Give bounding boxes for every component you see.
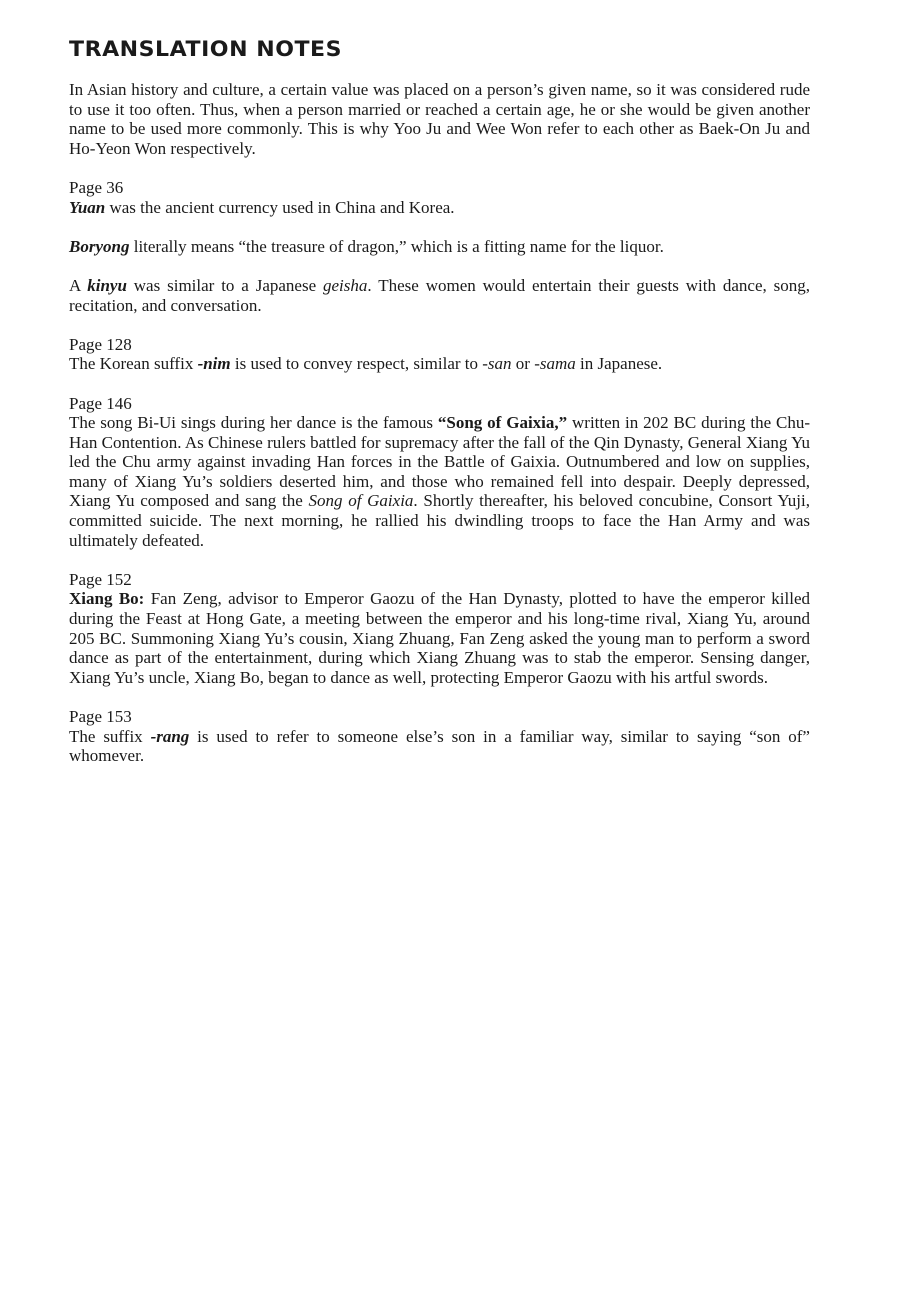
note-italic: -sama	[534, 354, 576, 374]
note-boryong	[69, 237, 810, 257]
note-rang	[69, 707, 810, 766]
intro-paragraph: In Asian history and culture, a certain value was placed on a person’s given name, so it was considered rude to use it too often. Thus, when a person married or reached a certain age, he or she would be given another name to be used more commonly. This is why Yoo Ju and Wee Won refer to each other as Baek-On Ju and Ho-Yeon Won respectively.	[69, 80, 810, 158]
page-title: TRANSLATION NOTES	[69, 37, 343, 61]
note-text: is used to refer to someone else’s son in a familiar way, similar to saying “son of” whomever.	[69, 726, 810, 766]
page-reference: Page 152	[69, 569, 132, 589]
note-text: The song Bi-Ui sings during her dance is the famous	[69, 413, 438, 433]
note-text: or	[511, 354, 535, 374]
note-term: -nim	[197, 354, 231, 374]
note-term: Yuan	[69, 197, 106, 217]
note-italic: geisha	[323, 275, 368, 295]
note-xiang-bo	[69, 570, 810, 688]
note-song-of-gaixia	[69, 394, 810, 551]
note-italic: -san	[482, 354, 512, 374]
note-nim	[69, 335, 810, 374]
note-text: is used to convey respect, similar to	[230, 354, 483, 374]
note-text: was the ancient currency used in China and Korea.	[105, 197, 455, 217]
note-italic: Song of Gaixia	[308, 491, 414, 511]
note-text: The Korean suffix	[69, 354, 198, 374]
note-text: . Shortly thereafter, his beloved concubine, Consort Yuji, committed suicide. The next morning, he rallied his dwindling troops to face the Han Army and was ultimately defeated.	[69, 491, 810, 550]
note-bold: Xiang Bo:	[69, 589, 145, 609]
note-text: Fan Zeng, advisor to Emperor Gaozu of the Han Dynasty, plotted to have the emperor killed during the Feast at Hong Gate, a meeting between the emperor and his long-time rival, Xiang Yu, around 205 BC. Summoning Xiang Yu’s cousin, Xiang Zhuang, Fan Zeng asked the young man to perform a sword dance as part of the entertainment, during which Xiang Zhuang was to stab the emperor. Sensing danger, Xiang Yu’s uncle, Xiang Bo, began to dance as well, protecting Emperor Gaozu with his artful swords.	[69, 589, 810, 687]
page-reference: Page 153	[69, 707, 132, 726]
note-yuan	[69, 178, 810, 217]
note-bold: “Song of Gaixia,”	[437, 413, 568, 433]
page-reference: Page 128	[69, 334, 132, 354]
page-reference: Page 36	[69, 177, 124, 197]
note-text: was similar to a Japanese	[126, 275, 324, 295]
note-text: A	[69, 275, 88, 295]
page-reference: Page 146	[69, 393, 132, 413]
note-text: literally means “the treasure of dragon,” which is a fitting name for the liquor.	[129, 236, 664, 256]
note-text: The suffix	[69, 726, 151, 746]
note-text: written in 202 BC during the Chu-Han Contention. As Chinese rulers battled for supremacy after the fall of the Qin Dynasty, General Xiang Yu led the Chu army against invading Han forces in the Battle of Gaixia. Outnumbered and low on supplies, many of Xiang Yu’s soldiers deserted him, and those who remained fell into despair. Deeply depressed, Xiang Yu composed and sang the	[69, 413, 810, 511]
note-term: -rang	[150, 726, 190, 746]
translation-notes-page	[69, 36, 810, 785]
note-term: Boryong	[69, 236, 130, 256]
note-term: kinyu	[87, 275, 127, 295]
note-text: in Japanese.	[575, 354, 663, 374]
note-kinyu	[69, 276, 810, 315]
note-text: . These women would entertain their guests with dance, song, recitation, and conversation.	[69, 275, 810, 315]
